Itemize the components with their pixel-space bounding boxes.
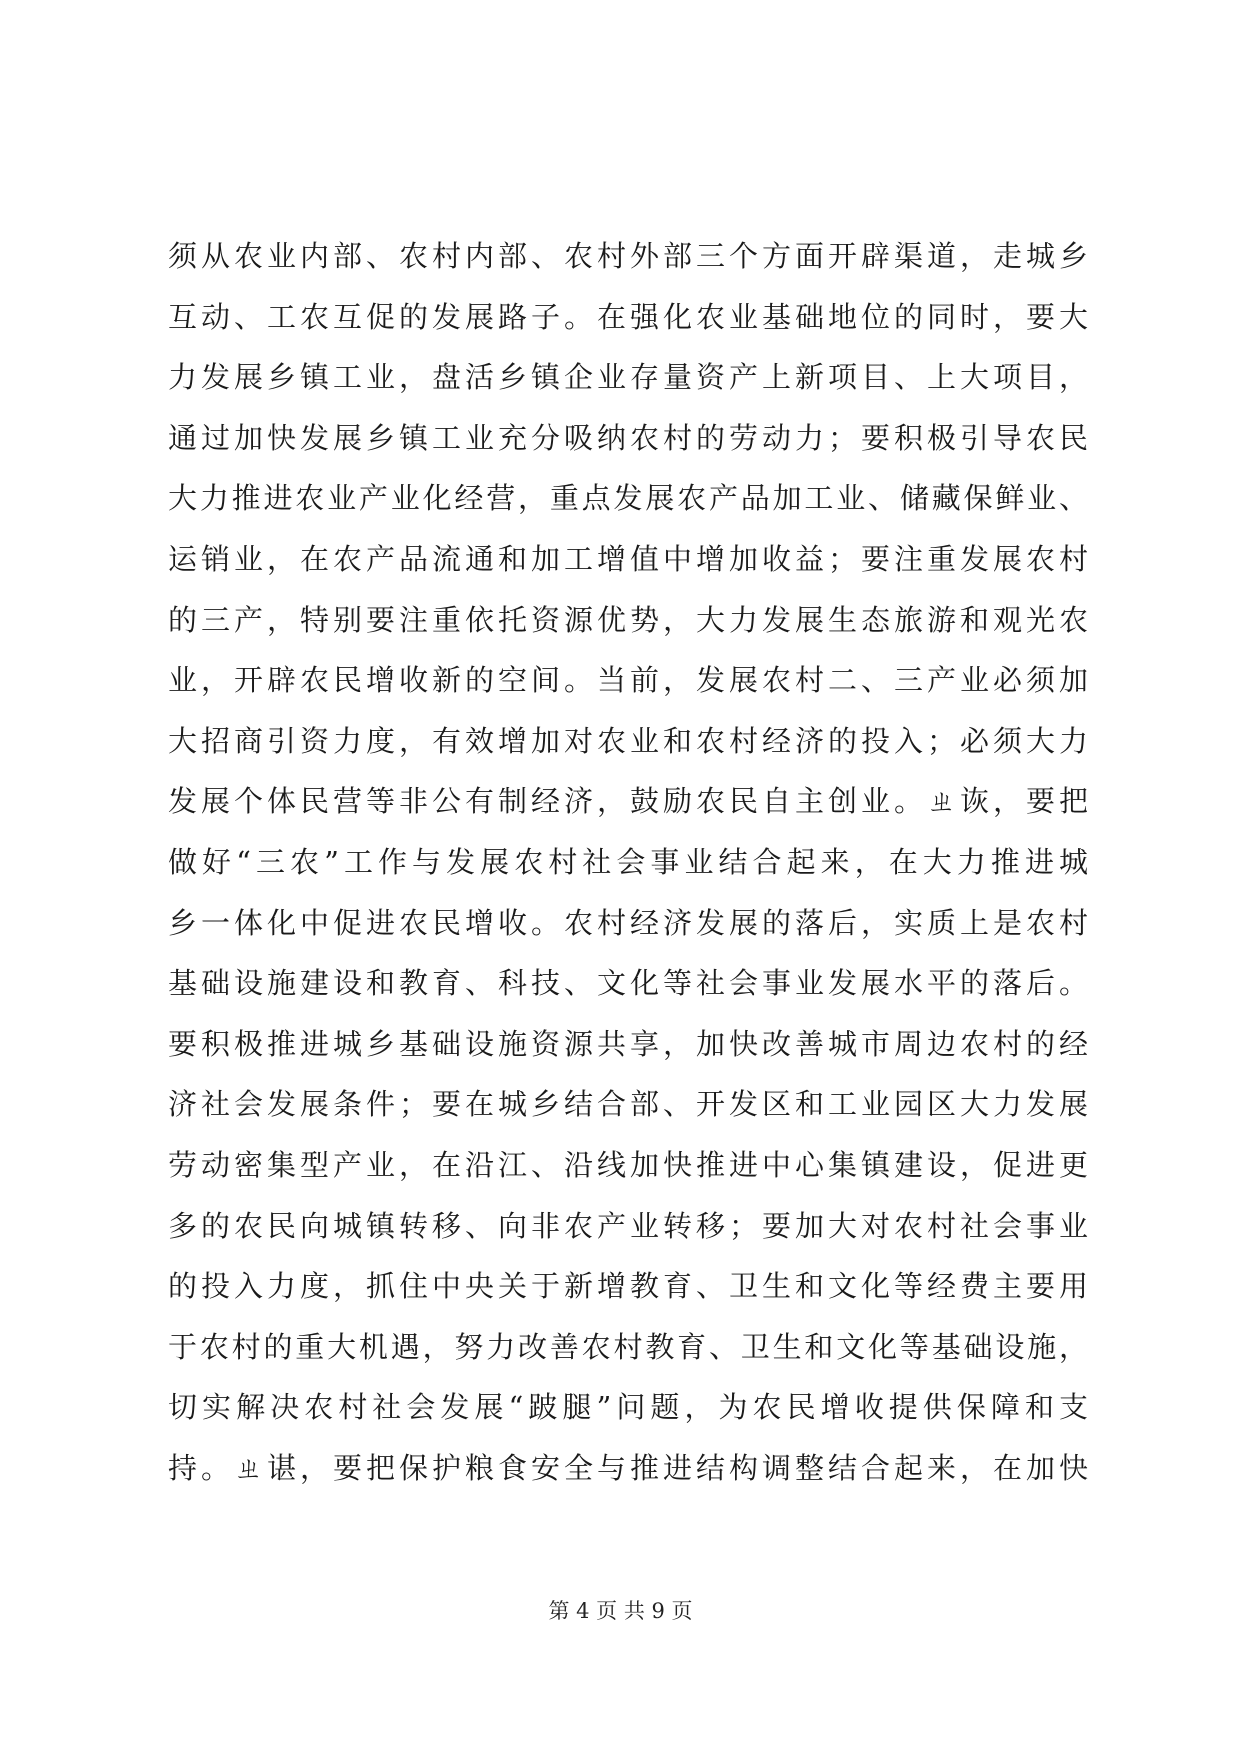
text-line: 力发展乡镇工业，盘活乡镇企业存量资产上新项目、上大项目， — [168, 360, 1088, 395]
body-text — [168, 226, 1088, 1498]
text-line: 持。ㄓ谌，要把保护粮食安全与推进结构调整结合起来，在加快 — [168, 1450, 1088, 1485]
text-line: 大招商引资力度，有效增加对农业和农村经济的投入；必须大力 — [168, 723, 1088, 758]
text-line: 须从农业内部、农村内部、农村外部三个方面开辟渠道，走城乡 — [168, 239, 1088, 273]
text-line: 发展个体民营等非公有制经济，鼓励农民自主创业。ㄓ诙，要把 — [168, 784, 1088, 819]
text-line: 做好“三农”工作与发展农村社会事业结合起来，在大力推进城 — [168, 844, 1088, 879]
text-line: 乡一体化中促进农民增收。农村经济发展的落后，实质上是农村 — [168, 905, 1088, 940]
text-line: 通过加快发展乡镇工业充分吸纳农村的劳动力；要积极引导农民 — [168, 420, 1088, 455]
text-line: 多的农民向城镇转移、向非农产业转移；要加大对农村社会事业 — [168, 1208, 1088, 1243]
text-line: 于农村的重大机遇，努力改善农村教育、卫生和文化等基础设施， — [168, 1329, 1088, 1364]
text-line: 要积极推进城乡基础设施资源共享，加快改善城市周边农村的经 — [168, 1026, 1088, 1061]
text-line: 的投入力度，抓住中央关于新增教育、卫生和文化等经费主要用 — [168, 1269, 1088, 1304]
page-number-footer: 第 4 页 共 9 页 — [548, 1599, 693, 1623]
text-line: 济社会发展条件；要在城乡结合部、开发区和工业园区大力发展 — [168, 1087, 1088, 1122]
text-line: 的三产，特别要注重依托资源优势，大力发展生态旅游和观光农 — [168, 602, 1088, 637]
text-line: 运销业，在农产品流通和加工增值中增加收益；要注重发展农村 — [168, 541, 1088, 576]
text-line: 业，开辟农民增收新的空间。当前，发展农村二、三产业必须加 — [168, 663, 1088, 698]
text-line: 基础设施建设和教育、科技、文化等社会事业发展水平的落后。 — [168, 966, 1088, 1001]
text-line: 大力推进农业产业化经营，重点发展农产品加工业、储藏保鲜业、 — [168, 481, 1088, 516]
text-line: 切实解决农村社会发展“跛腿”问题，为农民增收提供保障和支 — [168, 1390, 1088, 1425]
text-line: 互动、工农互促的发展路子。在强化农业基础地位的同时，要大 — [168, 299, 1088, 334]
text-line: 劳动密集型产业，在沿江、沿线加快推进中心集镇建设，促进更 — [168, 1147, 1088, 1182]
